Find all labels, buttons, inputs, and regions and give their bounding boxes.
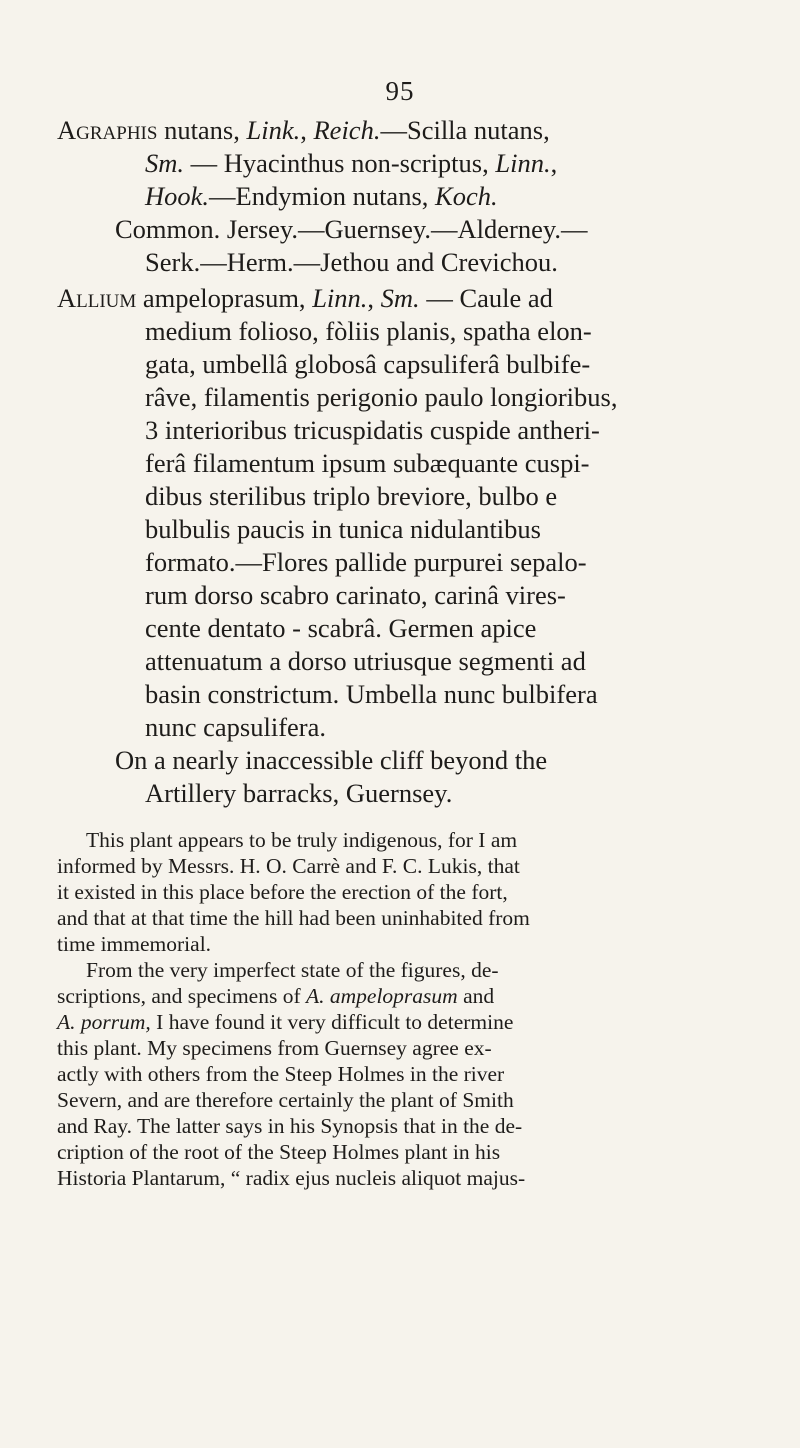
note-line-13 (57, 1139, 500, 1165)
text-run: nutans, (157, 115, 247, 145)
text-run: — Hyacinthus non-scriptus, (184, 148, 496, 178)
text-run: Severn, and are therefore certainly the plant of Smith (57, 1088, 514, 1112)
text-run: and that at that time the hill had been uninhabited from (57, 906, 530, 930)
text-run: rum dorso scabro carinato, carinâ vires- (145, 580, 566, 610)
note-line-4 (57, 905, 530, 931)
text-run: —Endymion nutans, (209, 181, 436, 211)
authority: Sm. (380, 283, 420, 313)
text-run: On a nearly inaccessible cliff beyond the (115, 745, 548, 775)
note-line-10 (57, 1061, 504, 1087)
text-run: and Ray. The latter says in his Synopsis that in the de- (57, 1114, 523, 1138)
text-run: gata, umbellâ globosâ capsuliferâ bulbife- (145, 349, 591, 379)
entry-allium-line-16 (145, 778, 452, 808)
entry-agraphis-line-5 (145, 247, 558, 277)
text-run: time immemorial. (57, 932, 212, 956)
text-run: dibus sterilibus triplo breviore, bulbo e (145, 481, 558, 511)
species-name: A. porrum, (57, 1010, 151, 1034)
text-run: informed by Messrs. H. O. Carrè and F. C. Lukis, that (57, 854, 520, 878)
note-line-1 (86, 827, 517, 853)
entry-agraphis-line-4 (115, 214, 587, 244)
text-run: , (367, 283, 381, 313)
entry-allium-line-1 (57, 283, 553, 313)
entry-agraphis-line-3 (145, 181, 498, 211)
page-number: 95 (385, 76, 415, 106)
entry-allium-line-8 (145, 514, 541, 544)
text-run: Common. Jersey.—Guernsey.—Alderney.— (115, 214, 588, 244)
text-run: , (300, 115, 314, 145)
text-run: bulbulis paucis in tunica nidulantibus (145, 514, 541, 544)
text-run: Artillery barracks, Guernsey. (145, 778, 453, 808)
text-run: ampeloprasum, (136, 283, 313, 313)
note-line-14 (57, 1165, 525, 1191)
text-run: From the very imperfect state of the figures, de- (86, 958, 499, 982)
text-run: and (457, 984, 495, 1008)
entry-allium-line-7 (145, 481, 557, 511)
text-run: cription of the root of the Steep Holmes plant in his (57, 1140, 501, 1164)
entry-allium-line-15 (115, 745, 547, 775)
entry-allium-line-4 (145, 382, 617, 412)
text-run: cente dentato - scabrâ. Germen apice (145, 613, 537, 643)
note-line-3 (57, 879, 508, 905)
authority: Reich. (313, 115, 381, 145)
authority: Linn. (312, 283, 368, 313)
note-line-7 (57, 983, 494, 1009)
note-line-8 (57, 1009, 513, 1035)
entry-allium-line-13 (145, 679, 598, 709)
text-run: basin constrictum. Umbella nunc bulbifera (145, 679, 598, 709)
text-run: Historia Plantarum, “ radix ejus nucleis aliquot majus- (57, 1166, 526, 1190)
text-run: actly with others from the Steep Holmes in the river (57, 1062, 505, 1086)
genus-name: Agraphis (57, 115, 158, 145)
entry-allium-line-2 (145, 316, 592, 346)
authority: Link. (246, 115, 301, 145)
species-name: A. ampeloprasum (306, 984, 458, 1008)
note-line-12 (57, 1113, 522, 1139)
text-run: —Scilla nutans, (380, 115, 550, 145)
genus-name: Allium (57, 283, 137, 313)
text-run: Serk.—Herm.—Jethou and Crevichou. (145, 247, 558, 277)
text-run: I have found it very difficult to determine (150, 1010, 514, 1034)
text-run: medium folioso, fòliis planis, spatha elon- (145, 316, 592, 346)
authority: Linn. (495, 148, 551, 178)
entry-allium-line-6 (145, 448, 590, 478)
text-run: , (550, 148, 558, 178)
text-run: nunc capsulifera. (145, 712, 326, 742)
authority: Hook. (145, 181, 210, 211)
entry-allium-line-10 (145, 580, 566, 610)
text-run: scriptions, and specimens of (57, 984, 306, 1008)
entry-agraphis-line-1 (57, 115, 550, 145)
text-run: this plant. My specimens from Guernsey agree ex- (57, 1036, 492, 1060)
text-run: râve, filamentis perigonio paulo longioribus, (145, 382, 618, 412)
text-run: ferâ filamentum ipsum subæquante cuspi- (145, 448, 590, 478)
text-run: 3 interioribus tricuspidatis cuspide antheri- (145, 415, 600, 445)
text-run: attenuatum a dorso utriusque segmenti ad (145, 646, 586, 676)
entry-agraphis-line-2 (145, 148, 557, 178)
entry-allium-line-9 (145, 547, 587, 577)
entry-allium-line-12 (145, 646, 586, 676)
note-line-2 (57, 853, 520, 879)
entry-allium-line-11 (145, 613, 536, 643)
entry-allium-line-5 (145, 415, 600, 445)
text-run: This plant appears to be truly indigenous, for I am (86, 828, 518, 852)
entry-allium-line-3 (145, 349, 590, 379)
text-run: — Caule ad (419, 283, 553, 313)
entry-allium-line-14 (145, 712, 326, 742)
note-line-6 (86, 957, 499, 983)
text-run: formato.—Flores pallide purpurei sepalo- (145, 547, 587, 577)
note-line-11 (57, 1087, 514, 1113)
authority: Koch. (435, 181, 498, 211)
authority: Sm. (145, 148, 185, 178)
note-line-9 (57, 1035, 492, 1061)
text-run: it existed in this place before the erection of the fort, (57, 880, 508, 904)
note-line-5 (57, 931, 211, 957)
